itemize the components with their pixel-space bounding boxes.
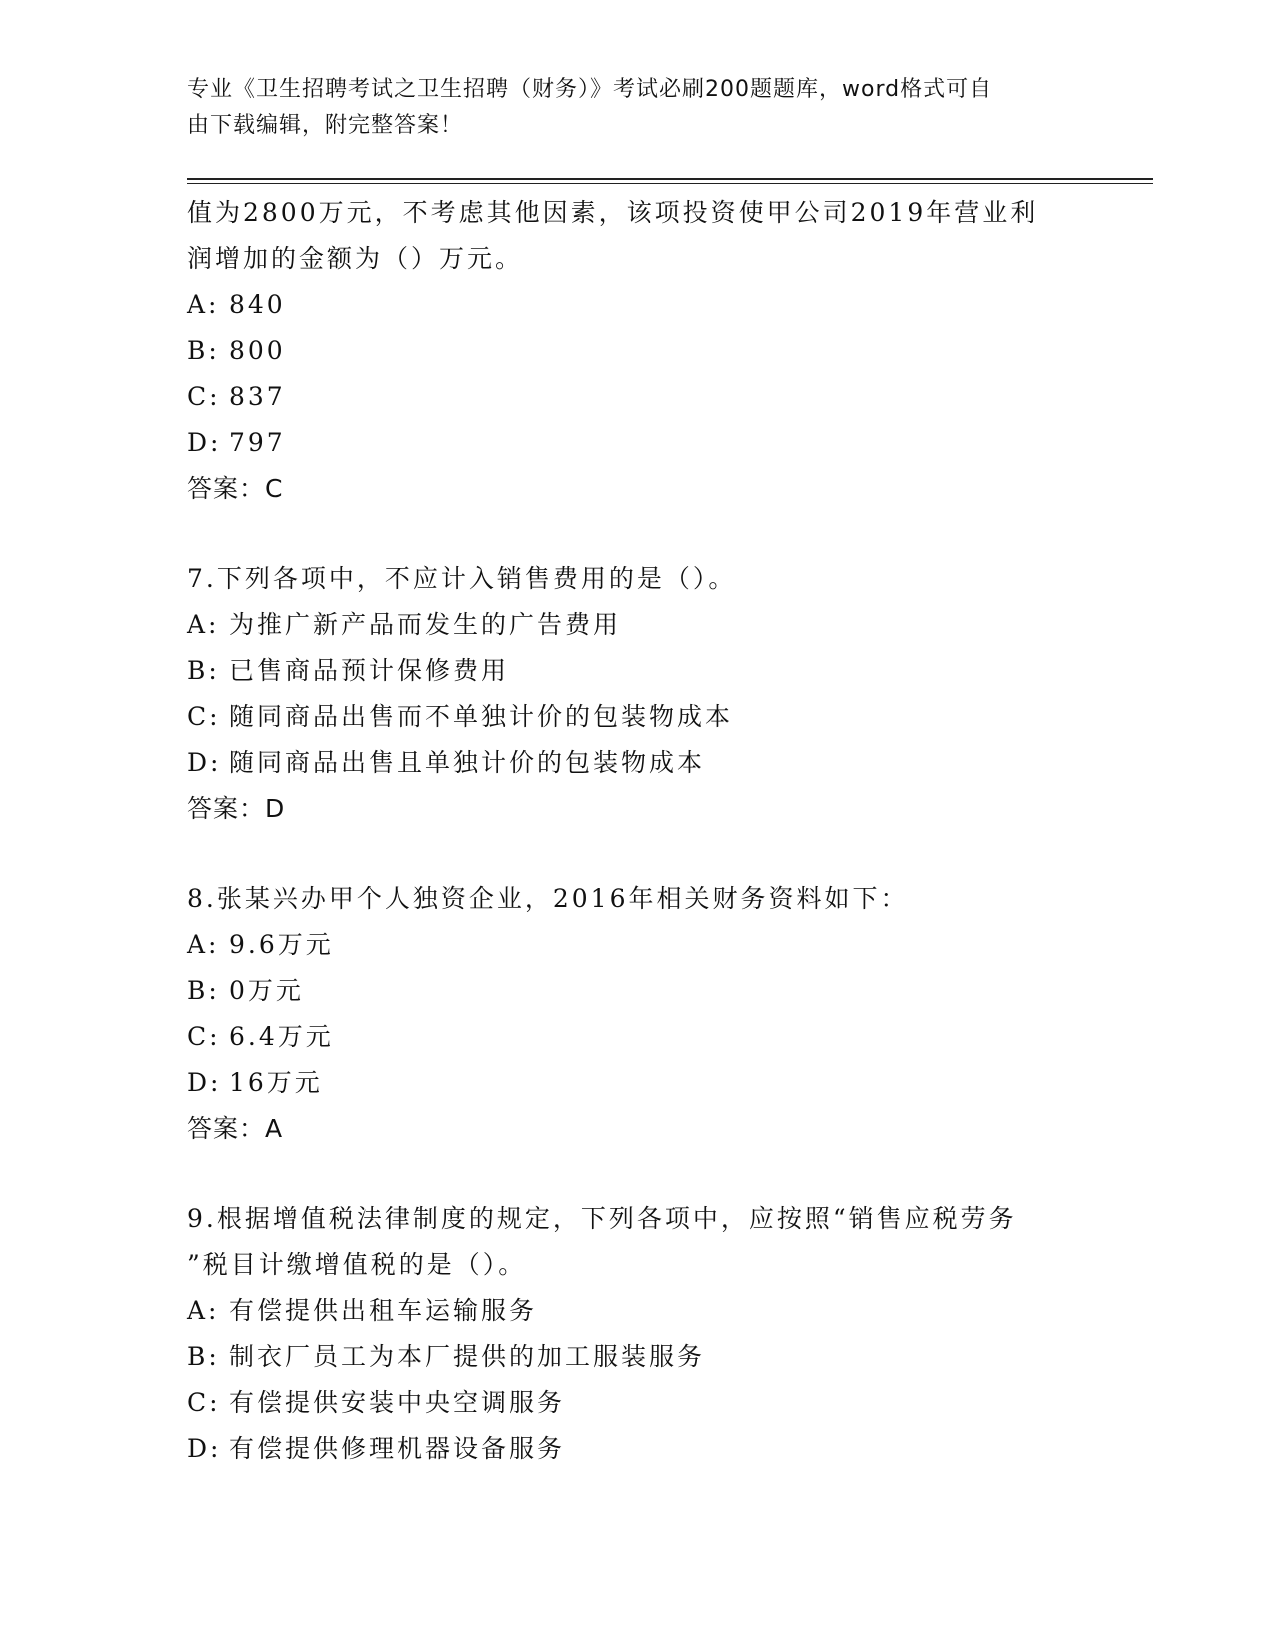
option-label: B:: [187, 656, 220, 685]
answer-line: 答案：A: [187, 1114, 284, 1143]
option-d: [187, 1426, 1067, 1472]
option-label: A:: [187, 610, 220, 639]
question-7: [187, 556, 1067, 832]
option-label: A:: [187, 1296, 220, 1325]
option-text: 16万元: [229, 1068, 323, 1097]
option-a: [187, 922, 1067, 968]
option-text: 840: [229, 290, 286, 319]
question-stem-line: 9.根据增值税法律制度的规定，下列各项中，应按照“销售应税劳务: [187, 1204, 1017, 1233]
option-d: [187, 1060, 1067, 1106]
option-d: [187, 740, 1067, 786]
option-label: B:: [187, 976, 220, 1005]
option-label: A:: [187, 290, 220, 319]
option-label: B:: [187, 1342, 220, 1371]
question-list: [187, 190, 1067, 1472]
option-text: 6.4万元: [229, 1022, 334, 1051]
option-label: C:: [187, 702, 221, 731]
question-8: [187, 876, 1067, 1152]
option-c: [187, 374, 1067, 420]
option-b: [187, 968, 1067, 1014]
option-b: [187, 1334, 1067, 1380]
option-text: 9.6万元: [229, 930, 334, 959]
header-line-1: 专业《卫生招聘考试之卫生招聘（财务）》考试必刷200题题库，word格式可自: [187, 77, 993, 102]
option-a: [187, 602, 1067, 648]
answer-line: 答案：C: [187, 474, 284, 503]
option-text: 有偿提供安装中央空调服务: [229, 1388, 566, 1417]
option-label: C:: [187, 1022, 221, 1051]
option-text: 已售商品预计保修费用: [229, 656, 510, 685]
option-label: C:: [187, 382, 221, 411]
question-stem-line: 7.下列各项中，不应计入销售费用的是（）。: [187, 564, 737, 593]
option-label: B:: [187, 336, 220, 365]
option-text: 0万元: [229, 976, 304, 1005]
header-divider-thin: [187, 183, 1153, 184]
option-label: D:: [187, 428, 222, 457]
option-d: [187, 420, 1067, 466]
option-c: [187, 1380, 1067, 1426]
question-6: [187, 190, 1067, 512]
option-c: [187, 1014, 1067, 1060]
question-9: [187, 1196, 1067, 1472]
option-label: D:: [187, 748, 222, 777]
option-text: 800: [229, 336, 286, 365]
option-b: [187, 648, 1067, 694]
option-label: D:: [187, 1434, 222, 1463]
question-stem-line: 润增加的金额为（）万元。: [187, 244, 524, 273]
header-divider-thick: [187, 178, 1153, 180]
option-text: 797: [229, 428, 286, 457]
option-c: [187, 694, 1067, 740]
option-text: 有偿提供出租车运输服务: [229, 1296, 538, 1325]
question-stem-line: ”税目计缴增值税的是（）。: [187, 1250, 527, 1279]
option-text: 有偿提供修理机器设备服务: [229, 1434, 566, 1463]
option-label: A:: [187, 930, 220, 959]
option-a: [187, 1288, 1067, 1334]
header-line-2: 由下载编辑，附完整答案！: [187, 113, 464, 138]
option-a: [187, 282, 1067, 328]
option-text: 随同商品出售而不单独计价的包装物成本: [229, 702, 734, 731]
option-b: [187, 328, 1067, 374]
option-label: C:: [187, 1388, 221, 1417]
option-text: 为推广新产品而发生的广告费用: [229, 610, 622, 639]
option-text: 随同商品出售且单独计价的包装物成本: [229, 748, 706, 777]
option-text: 制衣厂员工为本厂提供的加工服装服务: [229, 1342, 706, 1371]
question-stem-line: 8.张某兴办甲个人独资企业，2016年相关财务资料如下：: [187, 884, 909, 913]
option-label: D:: [187, 1068, 222, 1097]
question-stem-line: 值为2800万元，不考虑其他因素，该项投资使甲公司2019年营业利: [187, 198, 1039, 227]
option-text: 837: [229, 382, 286, 411]
answer-line: 答案：D: [187, 794, 286, 823]
document-header: [187, 72, 1067, 144]
